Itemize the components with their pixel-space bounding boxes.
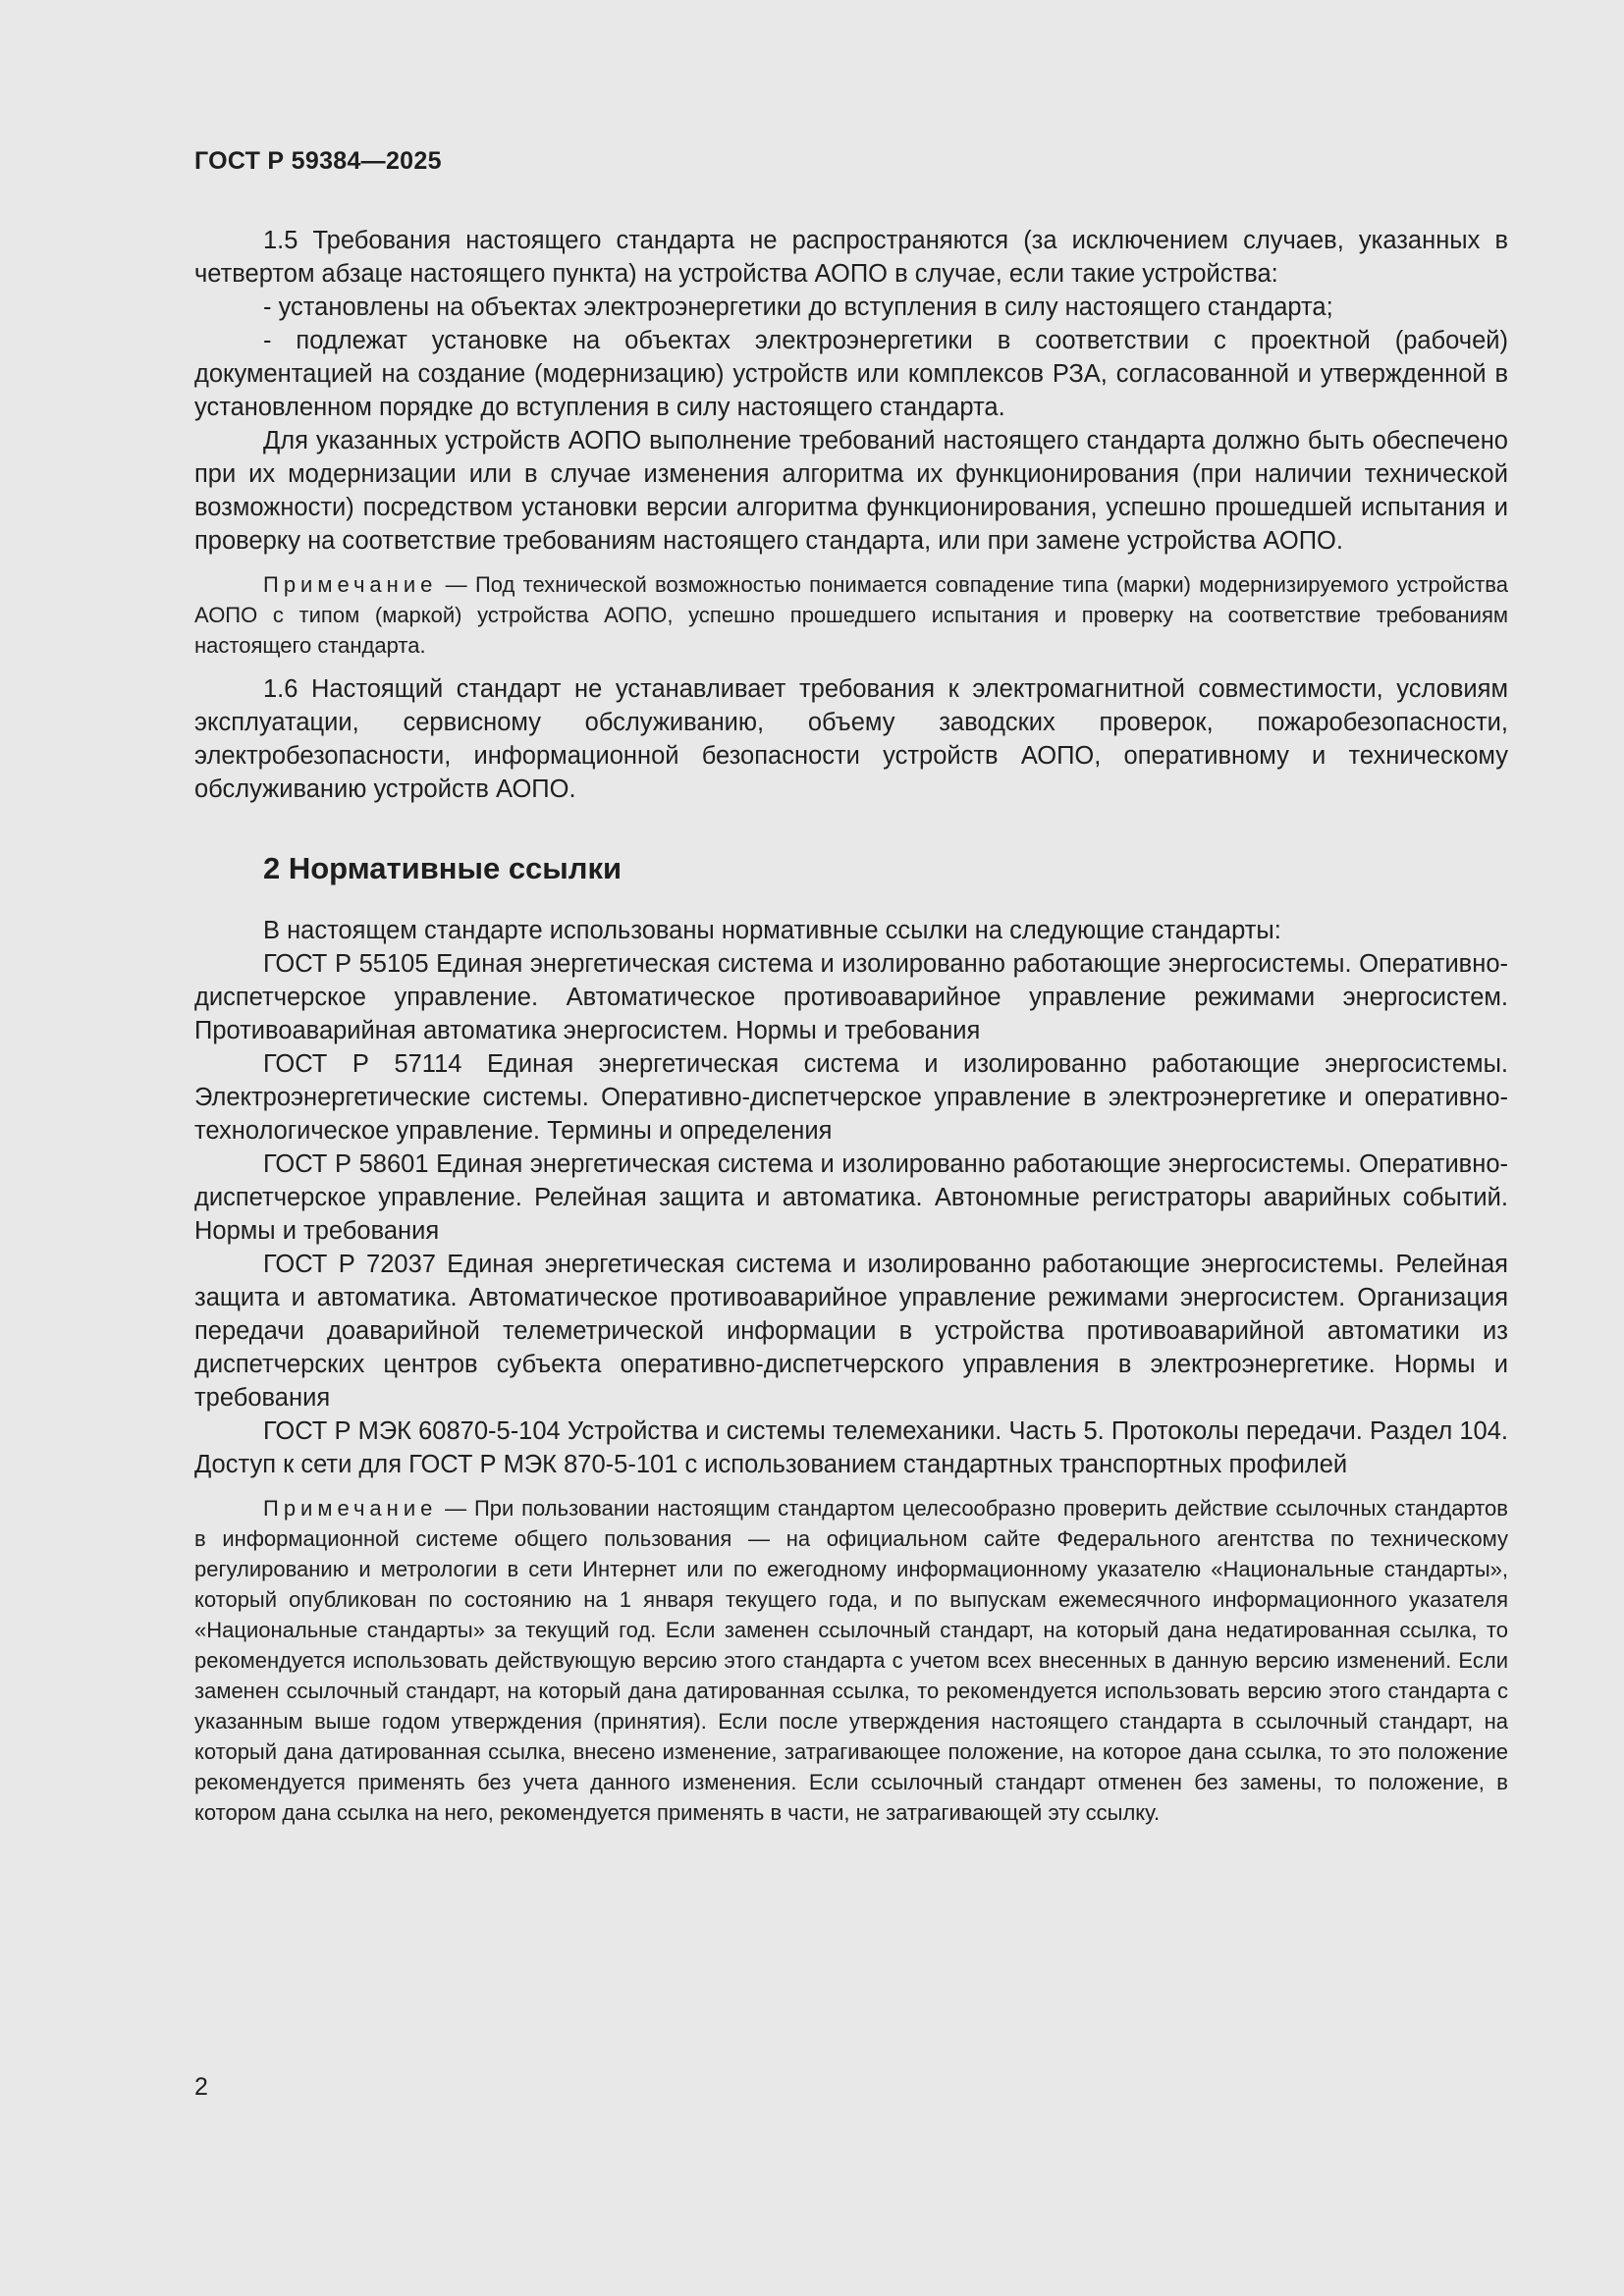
note-label: Примечание (263, 1496, 438, 1521)
note-text: При пользовании настоящим стандартом целесообразно проверить действие ссылочных стандартов в информационной системе общего пользования — на официальном сайте Федерального агентства по техническому регулированию и метрологии в сети Интернет или по ежегодному информационному указателю «Национальные стандарты», который опубликован по состоянию на 1 января текущего года, и по выпускам ежемесячного информационного указателя «Национальные стандарты» за текущий год. Если заменен ссылочный стандарт, на который дана недатированная ссылка, то рекомендуется использовать действующую версию этого стандарта с учетом всех внесенных в данную версию изменений. Если заменен ссылочный стандарт, на который дана датированная ссылка, то рекомендуется использовать версию этого стандарта с указанным выше годом утверждения (принятия). Если после утверждения настоящего стандарта в ссылочный стандарт, на который дана датированная ссылка, внесено изменение, затрагивающее положение, на которое дана ссылка, то это положение рекомендуется применять без учета данного изменения. Если ссылочный стандарт отменен без замены, то положение, в котором дана ссылка на него, рекомендуется применять в части, не затрагивающей эту ссылку. (194, 1496, 1508, 1825)
document-page (194, 0, 1508, 2296)
paragraph-modernization: Для указанных устройств АОПО выполнение требований настоящего стандарта должно быть обеспечено при их модернизации или в случае изменения алгоритма их функционирования (при наличии технической возможности) посредством установки версии алгоритма функционирования, успешно прошедшей испытания и проверку на соответствие требованиям настоящего стандарта, или при замене устройства АОПО. (194, 427, 1508, 555)
reference-item: ГОСТ Р 72037 Единая энергетическая система и изолированно работающие энергосистемы. Релейная защита и автоматика. Автоматическое противоаварийное управление режимами энергосистем. Организация передачи доаварийной телеметрической информации в устройства противоаварийной автоматики из диспетчерских центров субъекта оперативно-диспетчерского управления в электроэнергетике. Нормы и требования (194, 1251, 1508, 1412)
section-heading: 2 Нормативные ссылки (263, 851, 623, 885)
document-header: ГОСТ Р 59384—2025 (194, 147, 442, 175)
paragraph-1-5: 1.5 Требования настоящего стандарта не распространяются (за исключением случаев, указанных в четвертом абзаце настоящего пункта) на устройства АОПО в случае, если такие устройства: (194, 227, 1508, 288)
reference-item: ГОСТ Р 55105 Единая энергетическая система и изолированно работающие энергосистемы. Оперативно-диспетчерское управление. Автоматическое противоаварийное управление режимами энергосистем. Противоаварийная автоматика энергосистем. Нормы и требования (194, 950, 1508, 1044)
reference-item: ГОСТ Р МЭК 60870-5-104 Устройства и системы телемеханики. Часть 5. Протоколы передачи. Раздел 104. Доступ к сети для ГОСТ Р МЭК 870-5-101 с использованием стандартных транспортных профилей (194, 1417, 1508, 1478)
document-body (194, 224, 1508, 1840)
reference-item: ГОСТ Р 58601 Единая энергетическая система и изолированно работающие энергосистемы. Оперативно-диспетчерское управление. Релейная защита и автоматика. Автономные регистраторы аварийных событий. Нормы и требования (194, 1150, 1508, 1245)
list-item: - подлежат установке на объектах электроэнергетики в соответствии с проектной (рабочей) документацией на создание (модернизацию) устройств или комплексов РЗА, согласованной и утвержденной в установленном порядке до вступления в силу настоящего стандарта. (194, 327, 1508, 421)
paragraph-references-intro: В настоящем стандарте использованы нормативные ссылки на следующие стандарты: (263, 917, 1281, 944)
note-text: Под технической возможностью понимается совпадение типа (марки) модернизируемого устройства АОПО с типом (маркой) устройства АОПО, успешно прошедшего испытания и проверку на соответствие требованиям настоящего стандарта. (194, 572, 1508, 658)
note-label: Примечание (263, 572, 438, 597)
note-1 (194, 569, 1508, 661)
note-dash: — (437, 572, 475, 597)
note-dash: — (437, 1496, 474, 1521)
page-number: 2 (194, 2073, 208, 2101)
note-2 (194, 1493, 1508, 1828)
list-item: - установлены на объектах электроэнергетики до вступления в силу настоящего стандарта; (263, 294, 1333, 321)
reference-item: ГОСТ Р 57114 Единая энергетическая система и изолированно работающие энергосистемы. Электроэнергетические системы. Оперативно-диспетчерское управление в электроэнергетике и оперативно-технологическое управление. Термины и определения (194, 1050, 1508, 1145)
paragraph-1-6: 1.6 Настоящий стандарт не устанавливает требования к электромагнитной совместимости, условиям эксплуатации, сервисному обслуживанию, объему заводских проверок, пожаробезопасности, электробезопасности, информационной безопасности устройств АОПО, оперативному и техническому обслуживанию устройств АОПО. (194, 675, 1508, 803)
